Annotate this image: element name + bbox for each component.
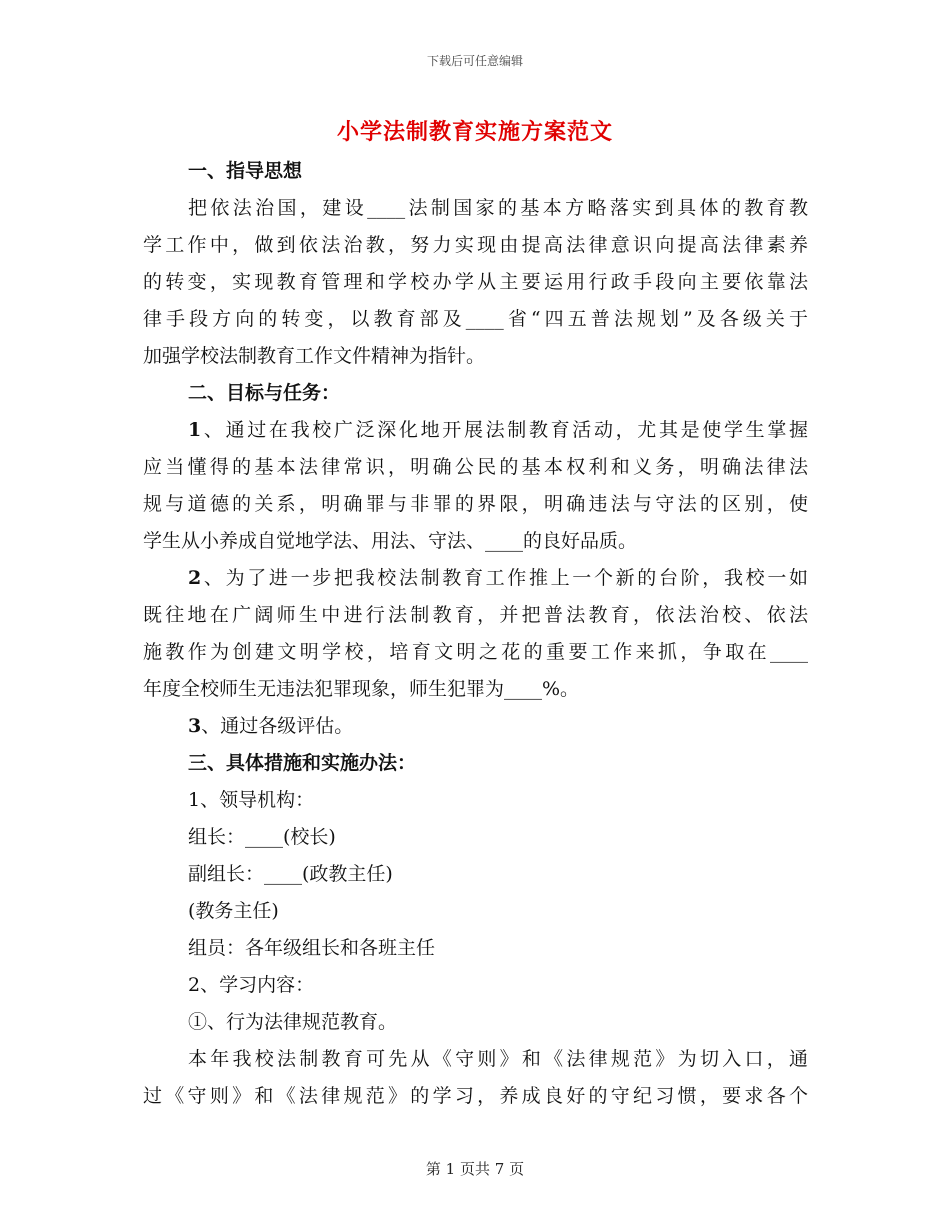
section-heading-measures: 三、具体措施和实施办法： [188,752,417,774]
list-item: 组长：____(校长) [188,826,336,848]
list-item: 副组长：____(政教主任) [188,863,393,885]
section-heading-guiding-thought: 一、指导思想 [188,160,303,182]
paragraph-line: 的转变，实现教育管理和学校办学从主要运用行政手段向主要依靠法 [143,271,808,293]
item-text: 、为了进一步把我校法制教育工作推上一个新的台阶，我校一如 [201,567,808,589]
paragraph-line: 学工作中，做到依法治教，努力实现由提高法律意识向提高法律素养 [143,234,808,256]
list-item: 组员：各年级组长和各班主任 [188,937,436,959]
list-item: 1、领导机构： [188,789,315,811]
item-number: 1 [188,419,202,441]
item-number: 2 [188,567,202,589]
paragraph-line: 律手段方向的转变，以教育部及____省“四五普法规划”及各级关于 [143,308,808,330]
paragraph-line: 加强学校法制教育工作文件精神为指针。 [143,345,486,367]
page-footer: 第 1 页共 7 页 [425,1160,525,1178]
paragraph-line: 过《守则》和《法律规范》的学习，养成良好的守纪习惯，要求各个 [143,1085,808,1107]
paragraph-line: 施教作为创建文明学校，培育文明之花的重要工作来抓，争取在____ [143,641,808,663]
paragraph-line [143,708,808,745]
list-item: ①、行为法律规范教育。 [188,1011,398,1033]
item-number: 3 [188,715,202,737]
section-heading-goals: 二、目标与任务： [188,382,341,404]
paragraph-line: 规与道德的关系，明确罪与非罪的界限，明确违法与守法的区别，使 [143,493,808,515]
document-body [143,153,808,1115]
page-header: 下载后可任意编辑 [426,54,523,68]
paragraph-line: 年度全校师生无违法犯罪现象，师生犯罪为____%。 [143,678,580,700]
paragraph-line: 应当懂得的基本法律常识，明确公民的基本权利和义务，明确法律法 [143,456,808,478]
paragraph-line: 学生从小养成自觉地学法、用法、守法、____的良好品质。 [143,530,638,552]
document-title: 小学法制教育实施方案范文 [336,119,613,145]
paragraph-line: 把依法治国，建设____法制国家的基本方略落实到具体的教育教 [188,197,808,219]
paragraph-line [143,412,808,449]
item-text: 、通过在我校广泛深化地开展法制教育活动，尤其是使学生掌握 [201,419,808,441]
list-item: 2、学习内容： [188,974,315,996]
list-item: (教务主任) [188,900,279,922]
paragraph-line: 既往地在广阔师生中进行法制教育，并把普法教育，依法治校、依法 [143,604,808,626]
paragraph-line: 本年我校法制教育可先从《守则》和《法律规范》为切入口，通 [188,1048,808,1070]
paragraph-line [143,560,808,597]
item-text: 、通过各级评估。 [201,715,354,737]
